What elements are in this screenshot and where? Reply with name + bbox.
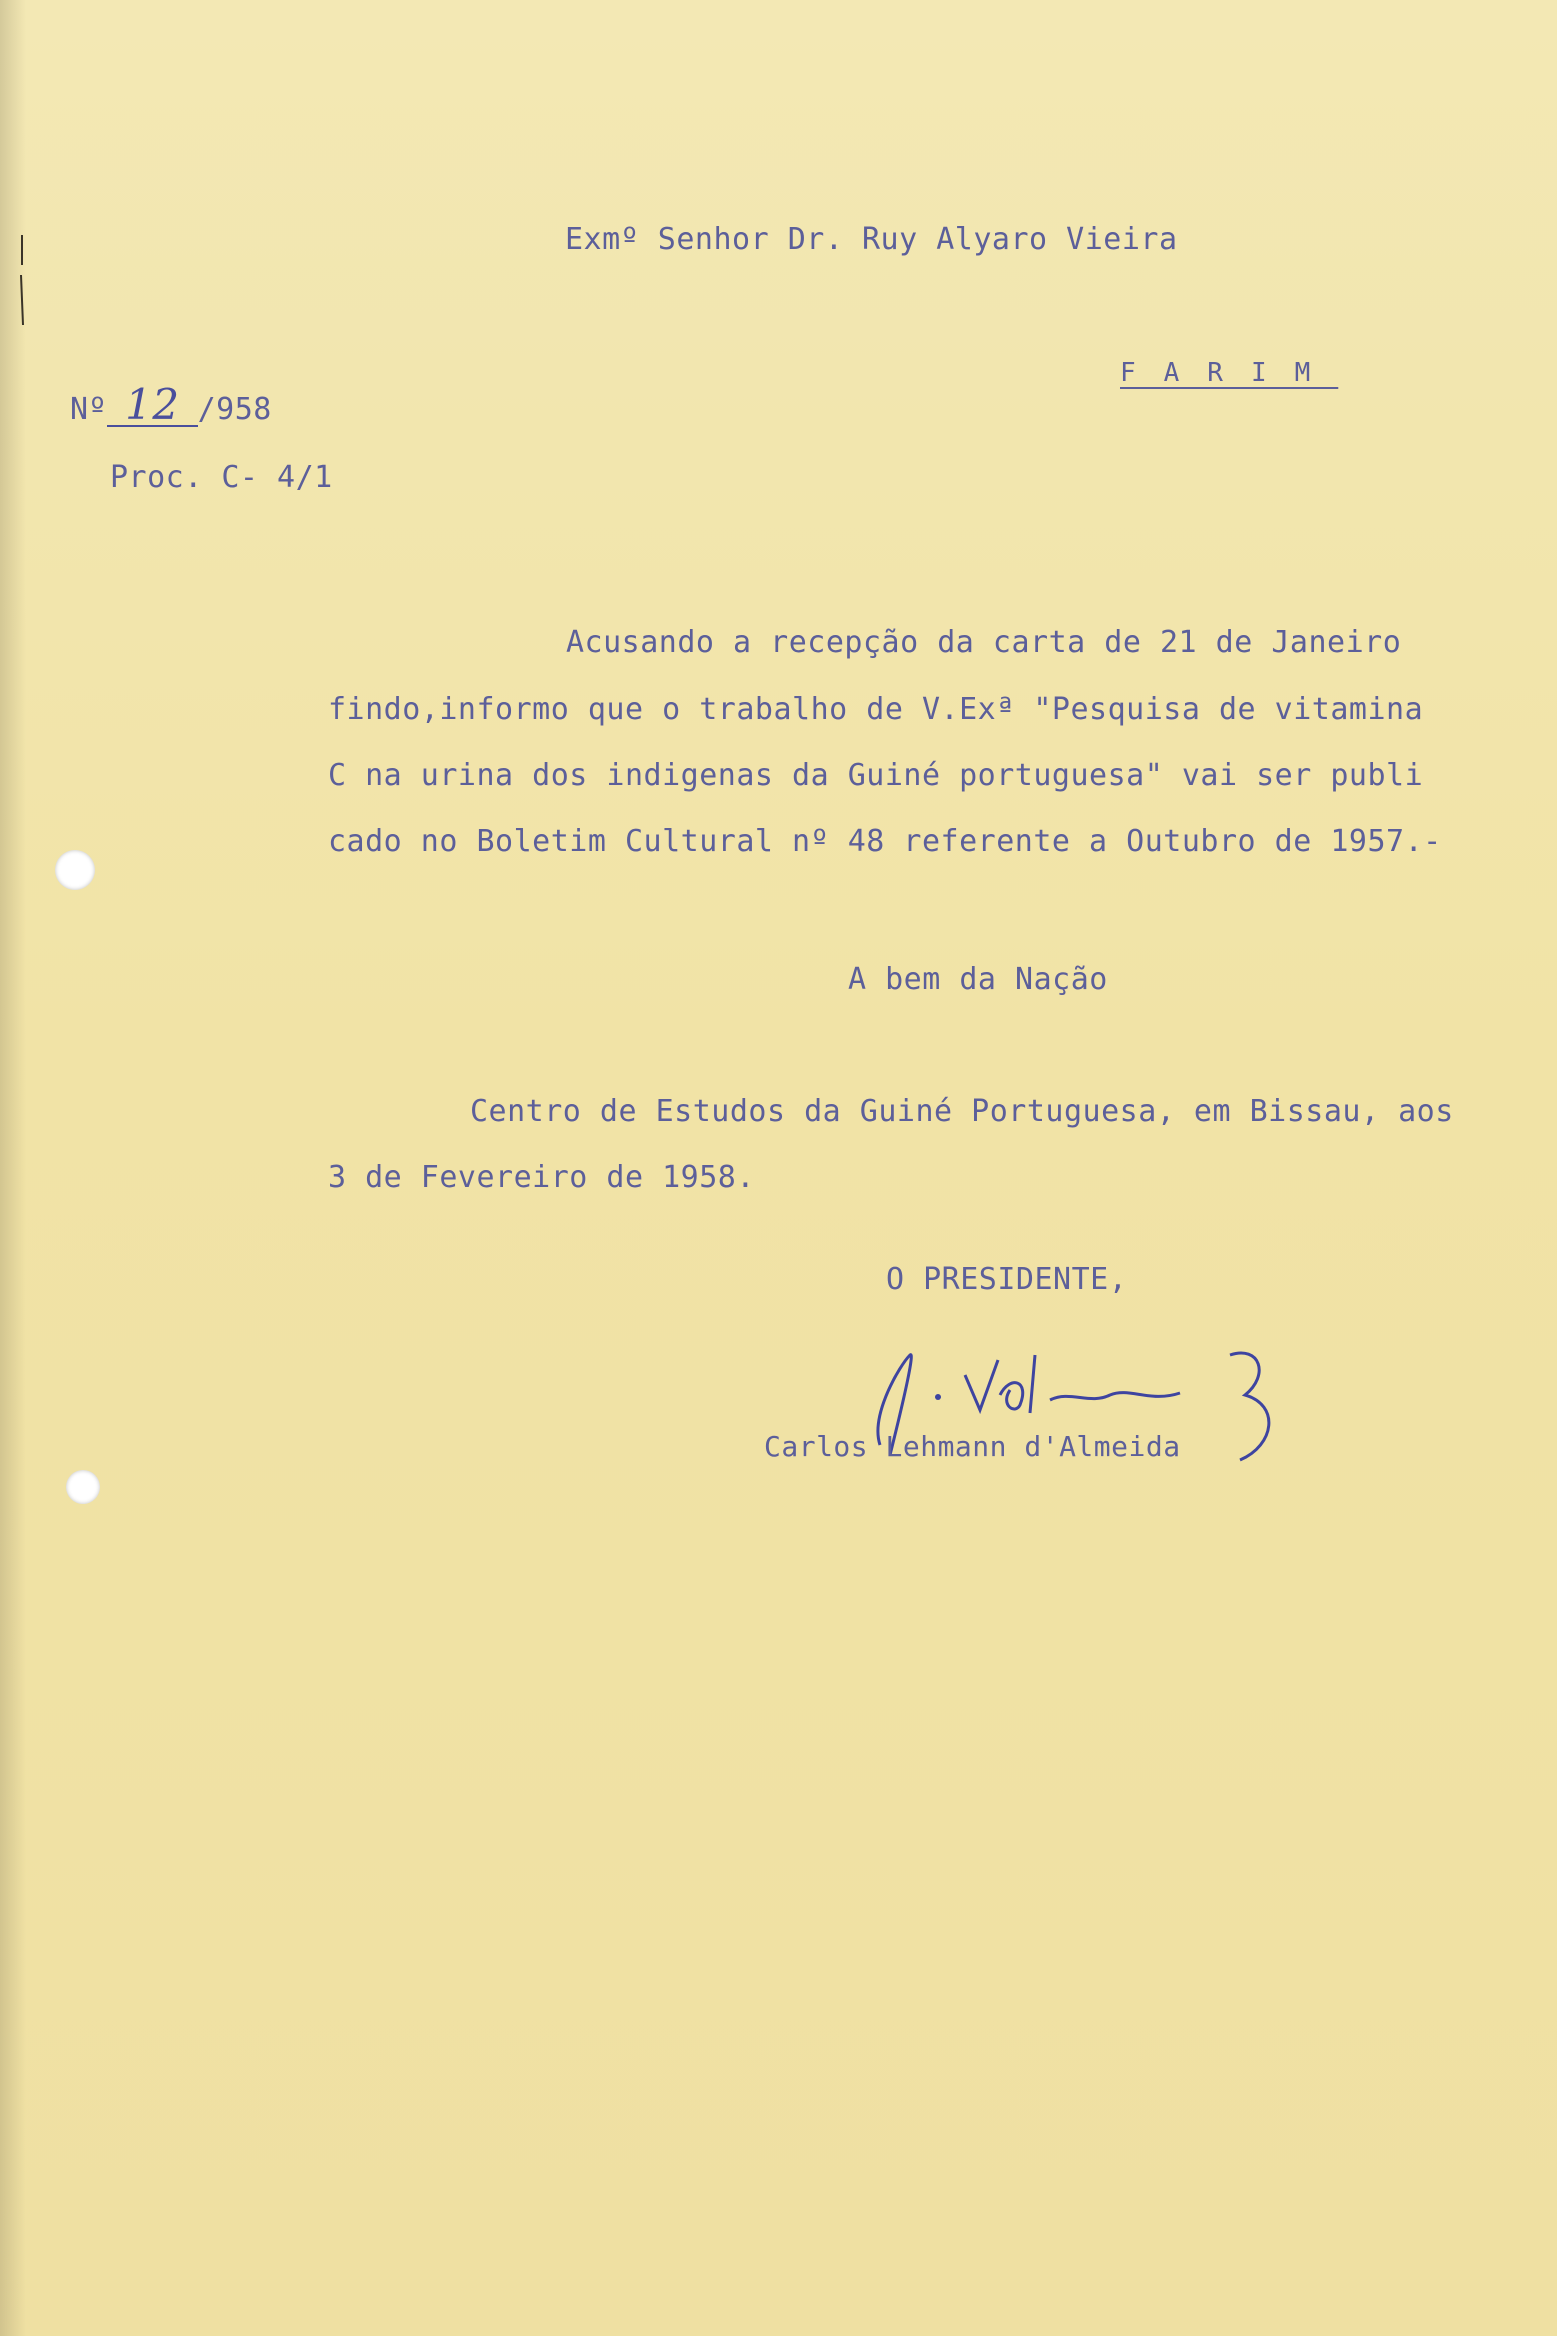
body-line-1: Acusando a recepção da carta de 21 de Janeiro xyxy=(566,625,1402,660)
reference-number xyxy=(70,380,272,429)
signer-title: O PRESIDENTE, xyxy=(886,1262,1128,1297)
process-code: Proc. C- 4/1 xyxy=(110,460,333,495)
margin-pencil-mark xyxy=(20,235,24,335)
body-line-3: C na urina dos indigenas da Guiné portuguesa" vai ser publi xyxy=(328,758,1424,793)
handwritten-number: 12 xyxy=(107,385,197,427)
place-line-1: Centro de Estudos da Guiné Portuguesa, em Bissau, aos xyxy=(470,1094,1454,1129)
body-line-4: cado no Boletim Cultural nº 48 referente a Outubro de 1957.- xyxy=(328,824,1442,859)
body-line-2: findo,informo que o trabalho de V.Exª "Pesquisa de vitamina xyxy=(328,692,1424,727)
punch-hole xyxy=(55,850,95,890)
addressee-line: Exmº Senhor Dr. Ruy Alyaro Vieira xyxy=(565,222,1178,257)
salutation-closing: A bem da Nação xyxy=(848,962,1108,997)
destination-city: FARIM xyxy=(1120,358,1339,388)
place-line-2: 3 de Fevereiro de 1958. xyxy=(328,1160,755,1195)
signer-name: Carlos Lehmann d'Almeida xyxy=(764,1430,1181,1463)
punch-hole xyxy=(66,1470,100,1504)
reference-prefix: Nº xyxy=(70,392,108,427)
reference-year: /958 xyxy=(197,392,272,427)
page-edge-shadow xyxy=(0,0,26,2336)
